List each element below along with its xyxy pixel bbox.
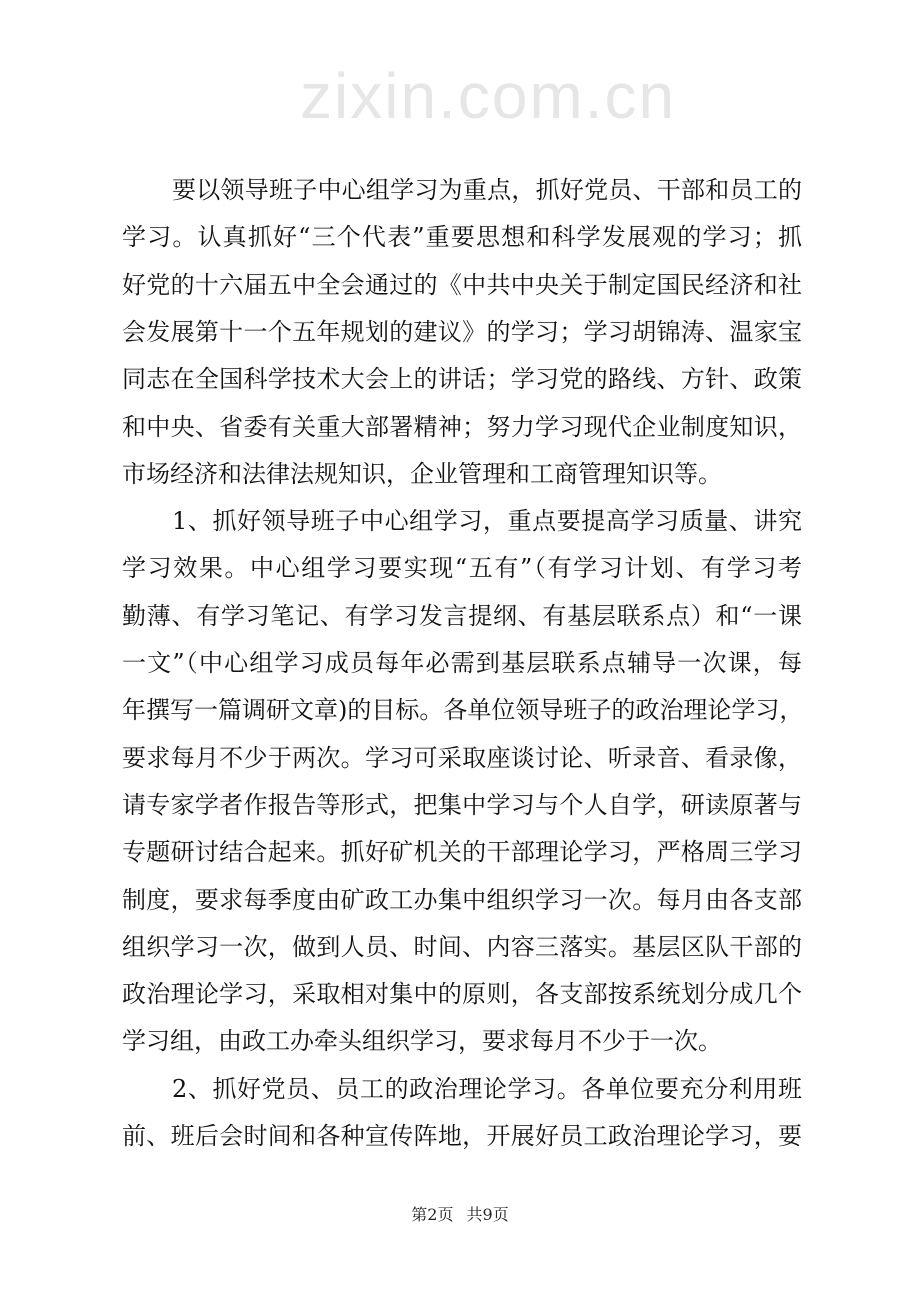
page-footer (0, 1202, 920, 1225)
text-line: 要求每月不少于两次。学习可采取座谈讨论、听录音、看录像， (122, 743, 802, 772)
text-line: 制度，要求每季度由矿政工办集中组织学习一次。每月由各支部 (122, 885, 802, 914)
text-line: 2、抓好党员、员工的政治理论学习。各单位要充分利用班 (172, 1074, 802, 1103)
text-line: 学习效果。中心组学习要实现“五有”（有学习计划、有学习考 (122, 554, 802, 583)
text-line: 勤薄、有学习笔记、有学习发言提纲、有基层联系点）和“一课 (122, 601, 802, 630)
text-line: 政治理论学习，采取相对集中的原则，各支部按系统划分成几个 (122, 980, 802, 1009)
text-line: 一文”（中心组学习成员每年必需到基层联系点辅导一次课，每 (122, 649, 802, 677)
text-line: 年撰写一篇调研文章)的目标。各单位领导班子的政治理论学习， (122, 696, 804, 725)
text-line: 和中央、省委有关重大部署精神；努力学习现代企业制度知识， (122, 412, 802, 441)
text-line: 同志在全国科学技术大会上的讲话；学习党的路线、方针、政策 (122, 365, 802, 394)
page-number: 第2页 (411, 1205, 454, 1224)
text-line: 专题研讨结合起来。抓好矿机关的干部理论学习，严格周三学习 (122, 838, 802, 867)
text-line: 市场经济和法律法规知识，企业管理和工商管理知识等。 (122, 459, 722, 488)
watermark: zixin.com.cn (300, 60, 677, 132)
text-line: 学习组，由政工办牵头组织学习，要求每月不少于一次。 (122, 1027, 722, 1056)
text-line: 组织学习一次，做到人员、时间、内容三落实。基层区队干部的 (122, 932, 802, 961)
text-line: 好党的十六届五中全会通过的《中共中央关于制定国民经济和社 (122, 270, 802, 299)
page-total: 共9页 (466, 1205, 509, 1224)
text-line: 要以领导班子中心组学习为重点，抓好党员、干部和员工的 (172, 176, 802, 204)
text-line: 1、抓好领导班子中心组学习，重点要提高学习质量、讲究 (172, 507, 802, 536)
text-line: 前、班后会时间和各种宣传阵地，开展好员工政治理论学习，要 (122, 1122, 802, 1150)
text-line: 请专家学者作报告等形式，把集中学习与个人自学，研读原著与 (122, 790, 802, 819)
text-line: 会发展第十一个五年规划的建议》的学习；学习胡锦涛、温家宝 (122, 317, 802, 346)
text-line: 学习。认真抓好“三个代表”重要思想和科学发展观的学习；抓 (122, 223, 802, 252)
